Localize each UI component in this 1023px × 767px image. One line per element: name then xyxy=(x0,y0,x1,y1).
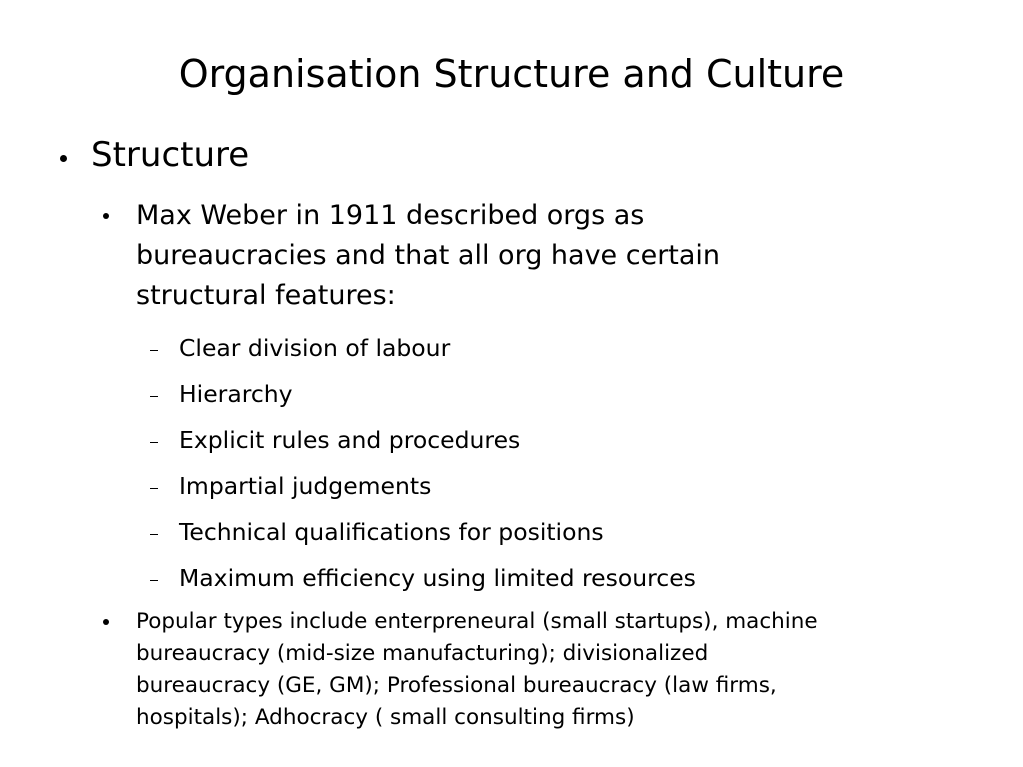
feature-text: Maximum efficiency using limited resources xyxy=(179,564,696,592)
feature-item xyxy=(150,514,604,550)
bullet-popular-types xyxy=(103,606,818,734)
dash-bullet-icon xyxy=(150,534,158,535)
feature-text: Hierarchy xyxy=(179,380,293,408)
feature-item xyxy=(150,422,520,458)
bullet-popular-line: hospitals); Adhocracy ( small consulting firms) xyxy=(136,705,635,730)
bullet-dot-icon xyxy=(103,213,109,219)
dash-bullet-icon xyxy=(150,442,158,443)
bullet-dot-icon xyxy=(103,619,109,625)
bullet-weber-line: Max Weber in 1911 described orgs as xyxy=(136,200,645,231)
bullet-weber-text xyxy=(136,196,720,316)
dash-bullet-icon xyxy=(150,350,158,351)
bullet-popular-line: Popular types include enterpreneural (small startups), machine xyxy=(136,609,818,634)
feature-text: Technical qualifications for positions xyxy=(179,518,604,546)
dash-bullet-icon xyxy=(150,396,158,397)
feature-text: Impartial judgements xyxy=(179,472,432,500)
bullet-popular-line: bureaucracy (GE, GM); Professional bureaucracy (law firms, xyxy=(136,673,777,698)
bullet-structure-text: Structure xyxy=(91,135,250,175)
feature-item xyxy=(150,468,431,504)
bullet-structure xyxy=(60,134,249,176)
feature-item xyxy=(150,376,293,412)
bullet-popular-text xyxy=(136,606,818,734)
dash-bullet-icon xyxy=(150,488,158,489)
bullet-weber-line: structural features: xyxy=(136,280,396,311)
bullet-weber-line: bureaucracies and that all org have certain xyxy=(136,240,721,271)
feature-text: Explicit rules and procedures xyxy=(179,426,521,454)
feature-text: Clear division of labour xyxy=(179,334,451,362)
dash-bullet-icon xyxy=(150,580,158,581)
feature-item xyxy=(150,560,696,596)
slide-title: Organisation Structure and Culture xyxy=(178,52,845,96)
feature-item xyxy=(150,330,450,366)
bullet-dot-icon xyxy=(60,155,67,162)
bullet-weber xyxy=(103,196,720,316)
bullet-popular-line: bureaucracy (mid-size manufacturing); divisionalized xyxy=(136,641,709,666)
